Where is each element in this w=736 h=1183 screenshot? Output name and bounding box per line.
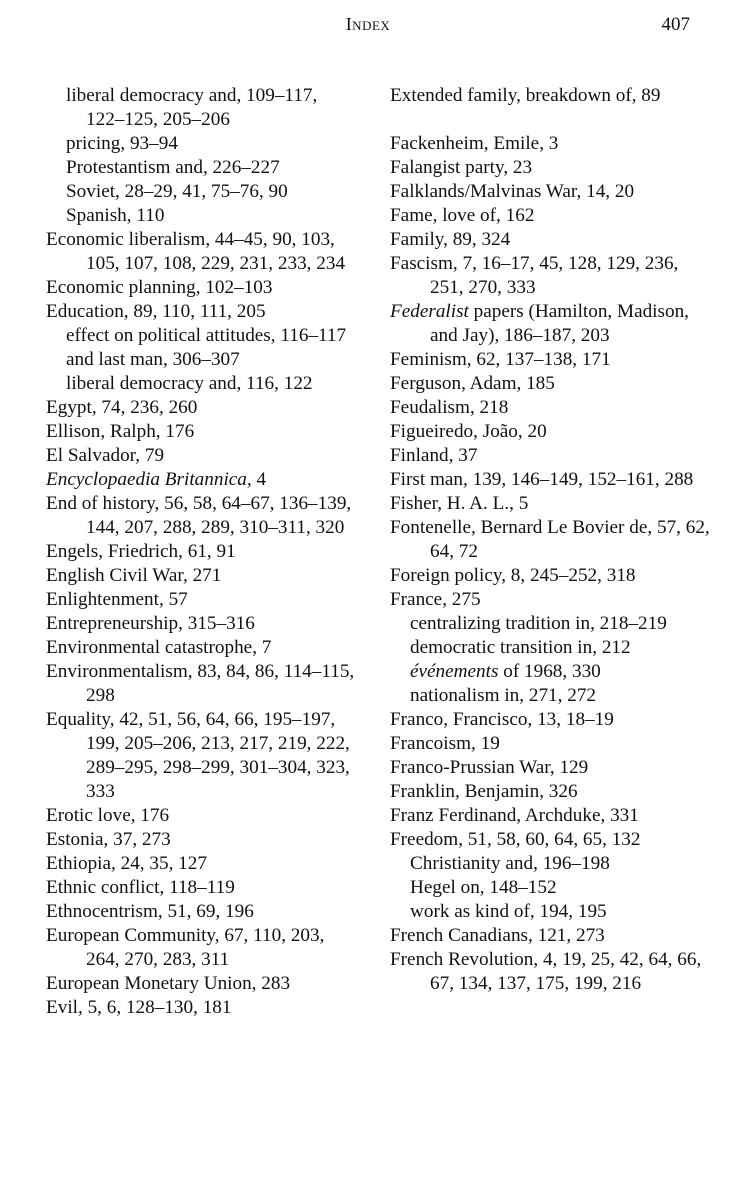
index-subentry — [390, 852, 710, 876]
index-entry — [46, 276, 356, 300]
index-entry — [390, 156, 710, 180]
entry-text: Environmental catastrophe, 7 — [46, 637, 272, 658]
entry-text: Family, 89, 324 — [390, 229, 511, 250]
entry-text: Soviet, 28–29, 41, 75–76, 90 — [66, 181, 288, 202]
index-entry — [390, 396, 710, 420]
page-number: 407 — [661, 14, 690, 35]
entry-text: Ferguson, Adam, 185 — [390, 373, 555, 394]
index-entry — [46, 396, 356, 420]
entry-text: Christianity and, 196–198 — [410, 853, 610, 874]
index-entry — [46, 876, 356, 900]
index-entry — [390, 756, 710, 780]
entry-text: English Civil War, 271 — [46, 565, 222, 586]
entry-italic-text: Encyclopaedia Britannica, — [46, 469, 252, 490]
index-entry — [390, 828, 710, 852]
index-entry — [390, 780, 710, 804]
index-entry — [390, 948, 710, 996]
entry-italic-text: Federalist — [390, 301, 469, 322]
index-entry — [46, 468, 356, 492]
entry-text: Evil, 5, 6, 128–130, 181 — [46, 997, 232, 1018]
index-column-right — [390, 84, 710, 996]
index-entry — [390, 804, 710, 828]
index-entry — [390, 252, 710, 300]
index-entry — [46, 492, 356, 540]
entry-text: Franco-Prussian War, 129 — [390, 757, 589, 778]
index-subentry — [46, 156, 356, 180]
entry-text: Education, 89, 110, 111, 205 — [46, 301, 266, 322]
index-subentry — [46, 180, 356, 204]
index-entry — [46, 708, 356, 804]
entry-text: European Monetary Union, 283 — [46, 973, 291, 994]
entry-text: liberal democracy and, 109–117, 122–125, 205–206 — [66, 85, 318, 130]
index-entry — [46, 900, 356, 924]
index-entry — [46, 996, 356, 1020]
index-subentry — [46, 324, 356, 348]
entry-text: Protestantism and, 226–227 — [66, 157, 280, 178]
entry-text: End of history, 56, 58, 64–67, 136–139, 144, 207, 288, 289, 310–311, 320 — [46, 493, 352, 538]
index-entry — [390, 84, 710, 108]
entry-text: Economic planning, 102–103 — [46, 277, 273, 298]
entry-text: Ethiopia, 24, 35, 127 — [46, 853, 207, 874]
index-entry — [46, 564, 356, 588]
entry-text: Enlightenment, 57 — [46, 589, 188, 610]
index-entry — [46, 636, 356, 660]
index-entry — [390, 708, 710, 732]
entry-text: Freedom, 51, 58, 60, 64, 65, 132 — [390, 829, 641, 850]
entry-text: Franco, Francisco, 13, 18–19 — [390, 709, 614, 730]
entry-text: of 1968, 330 — [498, 661, 601, 682]
index-entry — [390, 204, 710, 228]
entry-text: Fame, love of, 162 — [390, 205, 535, 226]
index-entry — [46, 540, 356, 564]
index-entry — [46, 588, 356, 612]
entry-text: Hegel on, 148–152 — [410, 877, 557, 898]
index-entry — [46, 852, 356, 876]
index-entry — [46, 804, 356, 828]
index-entry — [390, 372, 710, 396]
index-entry — [46, 300, 356, 324]
entry-text: Ethnocentrism, 51, 69, 196 — [46, 901, 254, 922]
entry-italic-text: événements — [410, 661, 499, 682]
page-header — [0, 14, 736, 44]
entry-text: Franz Ferdinand, Archduke, 331 — [390, 805, 639, 826]
entry-text: French Canadians, 121, 273 — [390, 925, 605, 946]
entry-text: Entrepreneurship, 315–316 — [46, 613, 255, 634]
index-subentry — [46, 204, 356, 228]
index-entry — [390, 516, 710, 564]
index-entry — [390, 348, 710, 372]
index-entry — [390, 444, 710, 468]
entry-text: pricing, 93–94 — [66, 133, 178, 154]
entry-text: Fontenelle, Bernard Le Bovier de, 57, 62, 64, 72 — [390, 517, 710, 562]
entry-text: Equality, 42, 51, 56, 64, 66, 195–197, 199, 205–206, 213, 217, 219, 222, 289–295, 298–299, 301–304, 323, 333 — [46, 709, 350, 802]
entry-text: papers (Hamilton, Madison, and Jay), 186–187, 203 — [430, 301, 689, 346]
index-entry — [46, 660, 356, 708]
index-entry — [390, 132, 710, 156]
entry-text: and last man, 306–307 — [66, 349, 240, 370]
entry-text: Estonia, 37, 273 — [46, 829, 171, 850]
entry-text: Falangist party, 23 — [390, 157, 533, 178]
entry-text: Spanish, 110 — [66, 205, 165, 226]
entry-text: work as kind of, 194, 195 — [410, 901, 607, 922]
entry-text: Finland, 37 — [390, 445, 478, 466]
entry-text: Feudalism, 218 — [390, 397, 509, 418]
index-entry — [390, 468, 710, 492]
index-entry — [390, 420, 710, 444]
index-subentry — [46, 372, 356, 396]
entry-text: Ellison, Ralph, 176 — [46, 421, 195, 442]
index-subentry — [390, 876, 710, 900]
index-entry — [46, 420, 356, 444]
entry-text: Egypt, 74, 236, 260 — [46, 397, 198, 418]
index-subentry — [390, 612, 710, 636]
entry-text: Ethnic conflict, 118–119 — [46, 877, 235, 898]
index-subentry — [390, 660, 710, 684]
index-entry — [390, 300, 710, 348]
entry-text: Fackenheim, Emile, 3 — [390, 133, 559, 154]
entry-text: Environmentalism, 83, 84, 86, 114–115, 298 — [46, 661, 355, 706]
index-entry — [390, 732, 710, 756]
entry-text: Engels, Friedrich, 61, 91 — [46, 541, 236, 562]
index-entry — [390, 228, 710, 252]
entry-text: Foreign policy, 8, 245–252, 318 — [390, 565, 636, 586]
index-subentry — [46, 132, 356, 156]
index-subentry — [46, 84, 356, 132]
entry-text: Fisher, H. A. L., 5 — [390, 493, 529, 514]
entry-text: El Salvador, 79 — [46, 445, 165, 466]
index-entry — [46, 444, 356, 468]
entry-text: Erotic love, 176 — [46, 805, 170, 826]
entry-text: democratic transition in, 212 — [410, 637, 631, 658]
entry-text: effect on political attitudes, 116–117 — [66, 325, 347, 346]
index-entry — [46, 612, 356, 636]
index-entry — [390, 924, 710, 948]
entry-text: Franklin, Benjamin, 326 — [390, 781, 578, 802]
entry-text: 4 — [251, 469, 267, 490]
index-subentry — [390, 684, 710, 708]
index-column-left — [46, 84, 356, 1020]
index-entry — [390, 564, 710, 588]
index-entry — [46, 972, 356, 996]
entry-text: Feminism, 62, 137–138, 171 — [390, 349, 611, 370]
index-entry — [46, 228, 356, 276]
entry-text: liberal democracy and, 116, 122 — [66, 373, 313, 394]
index-entry — [390, 492, 710, 516]
entry-text: Extended family, breakdown of, 89 — [390, 85, 661, 106]
index-subentry — [390, 900, 710, 924]
entry-text: centralizing tradition in, 218–219 — [410, 613, 667, 634]
index-entry — [46, 924, 356, 972]
entry-text: France, 275 — [390, 589, 481, 610]
entry-text: Economic liberalism, 44–45, 90, 103, 105, 107, 108, 229, 231, 233, 234 — [46, 229, 346, 274]
entry-text: Figueiredo, João, 20 — [390, 421, 547, 442]
index-entry — [390, 588, 710, 612]
entry-text: Falklands/Malvinas War, 14, 20 — [390, 181, 635, 202]
entry-text: Fascism, 7, 16–17, 45, 128, 129, 236, 251, 270, 333 — [390, 253, 679, 298]
running-head: Index — [345, 14, 391, 34]
entry-text: First man, 139, 146–149, 152–161, 288 — [390, 469, 694, 490]
entry-text: European Community, 67, 110, 203, 264, 270, 283, 311 — [46, 925, 325, 970]
entry-text: French Revolution, 4, 19, 25, 42, 64, 66, 67, 134, 137, 175, 199, 216 — [390, 949, 702, 994]
index-entry — [46, 828, 356, 852]
entry-text: Francoism, 19 — [390, 733, 500, 754]
index-subentry — [390, 636, 710, 660]
entry-text: nationalism in, 271, 272 — [410, 685, 597, 706]
index-entry — [390, 180, 710, 204]
index-subentry — [46, 348, 356, 372]
